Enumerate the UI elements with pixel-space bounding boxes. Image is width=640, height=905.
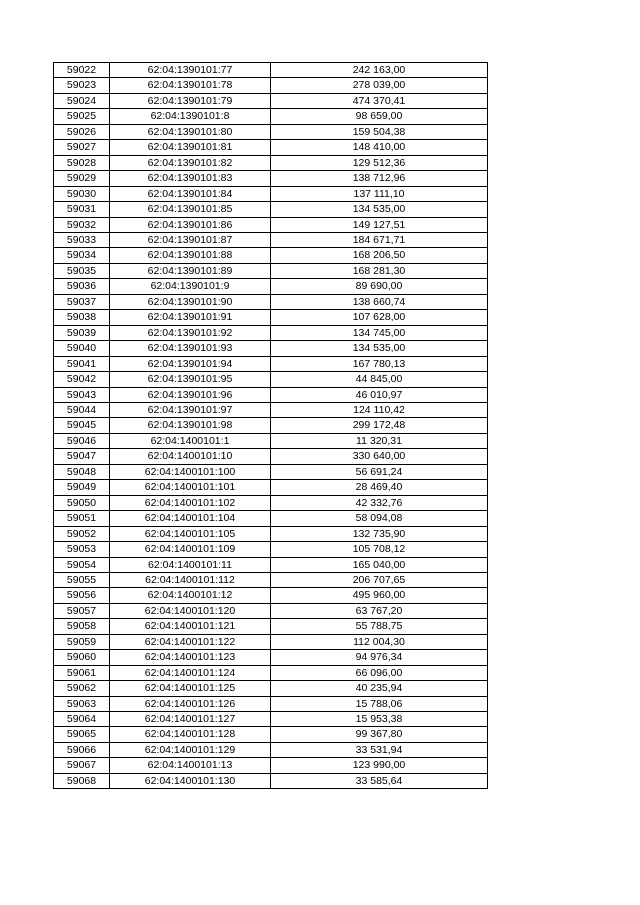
cadastral-value-cell: 168 281,30	[271, 263, 488, 278]
cadastral-number-cell: 62:04:1390101:91	[110, 310, 271, 325]
cadastral-value-cell: 159 504,38	[271, 124, 488, 139]
row-number-cell: 59055	[54, 572, 110, 587]
cadastral-number-cell: 62:04:1400101:104	[110, 511, 271, 526]
cadastral-number-cell: 62:04:1390101:9	[110, 279, 271, 294]
cadastral-value-cell: 44 845,00	[271, 372, 488, 387]
row-number-cell: 59036	[54, 279, 110, 294]
cadastral-number-cell: 62:04:1400101:12	[110, 588, 271, 603]
row-number-cell: 59059	[54, 634, 110, 649]
table-row	[54, 449, 488, 464]
cadastral-number-cell: 62:04:1400101:126	[110, 696, 271, 711]
row-number-cell: 59062	[54, 681, 110, 696]
row-number-cell: 59033	[54, 232, 110, 247]
table-row	[54, 773, 488, 788]
cadastral-value-cell: 165 040,00	[271, 557, 488, 572]
cadastral-value-cell: 55 788,75	[271, 619, 488, 634]
table-row	[54, 202, 488, 217]
row-number-cell: 59047	[54, 449, 110, 464]
table-row	[54, 619, 488, 634]
cadastral-number-cell: 62:04:1390101:81	[110, 140, 271, 155]
cadastral-number-cell: 62:04:1400101:122	[110, 634, 271, 649]
table-row	[54, 727, 488, 742]
row-number-cell: 59050	[54, 495, 110, 510]
table-row	[54, 341, 488, 356]
row-number-cell: 59039	[54, 325, 110, 340]
cadastral-value-cell: 124 110,42	[271, 402, 488, 417]
table-body	[54, 63, 488, 789]
row-number-cell: 59060	[54, 650, 110, 665]
cadastral-value-cell: 149 127,51	[271, 217, 488, 232]
cadastral-value-cell: 15 788,06	[271, 696, 488, 711]
cadastral-number-cell: 62:04:1390101:80	[110, 124, 271, 139]
cadastral-value-cell: 206 707,65	[271, 572, 488, 587]
cadastral-number-cell: 62:04:1390101:85	[110, 202, 271, 217]
cadastral-number-cell: 62:04:1400101:121	[110, 619, 271, 634]
row-number-cell: 59053	[54, 542, 110, 557]
table-row	[54, 681, 488, 696]
cadastral-value-cell: 129 512,36	[271, 155, 488, 170]
row-number-cell: 59057	[54, 603, 110, 618]
cadastral-value-cell: 134 535,00	[271, 202, 488, 217]
cadastral-number-cell: 62:04:1400101:127	[110, 712, 271, 727]
row-number-cell: 59064	[54, 712, 110, 727]
table-row	[54, 495, 488, 510]
row-number-cell: 59063	[54, 696, 110, 711]
row-number-cell: 59024	[54, 93, 110, 108]
table-row	[54, 402, 488, 417]
cadastral-value-cell: 112 004,30	[271, 634, 488, 649]
cadastral-number-cell: 62:04:1390101:90	[110, 294, 271, 309]
row-number-cell: 59031	[54, 202, 110, 217]
cadastral-value-cell: 58 094,08	[271, 511, 488, 526]
row-number-cell: 59028	[54, 155, 110, 170]
cadastral-value-cell: 474 370,41	[271, 93, 488, 108]
cadastral-value-cell: 107 628,00	[271, 310, 488, 325]
cadastral-number-cell: 62:04:1390101:97	[110, 402, 271, 417]
cadastral-number-cell: 62:04:1390101:86	[110, 217, 271, 232]
cadastral-number-cell: 62:04:1390101:92	[110, 325, 271, 340]
cadastral-value-cell: 105 708,12	[271, 542, 488, 557]
cadastral-value-table	[53, 62, 488, 789]
cadastral-number-cell: 62:04:1390101:98	[110, 418, 271, 433]
cadastral-number-cell: 62:04:1390101:77	[110, 63, 271, 78]
row-number-cell: 59048	[54, 464, 110, 479]
table-row	[54, 557, 488, 572]
cadastral-value-cell: 66 096,00	[271, 665, 488, 680]
cadastral-number-cell: 62:04:1390101:89	[110, 263, 271, 278]
row-number-cell: 59056	[54, 588, 110, 603]
cadastral-number-cell: 62:04:1390101:95	[110, 372, 271, 387]
row-number-cell: 59025	[54, 109, 110, 124]
table-row	[54, 78, 488, 93]
row-number-cell: 59029	[54, 171, 110, 186]
row-number-cell: 59046	[54, 433, 110, 448]
row-number-cell: 59045	[54, 418, 110, 433]
row-number-cell: 59035	[54, 263, 110, 278]
cadastral-number-cell: 62:04:1390101:84	[110, 186, 271, 201]
cadastral-value-cell: 495 960,00	[271, 588, 488, 603]
cadastral-value-cell: 63 767,20	[271, 603, 488, 618]
cadastral-value-cell: 40 235,94	[271, 681, 488, 696]
row-number-cell: 59068	[54, 773, 110, 788]
cadastral-value-cell: 98 659,00	[271, 109, 488, 124]
cadastral-number-cell: 62:04:1400101:129	[110, 742, 271, 757]
row-number-cell: 59049	[54, 480, 110, 495]
cadastral-value-cell: 46 010,97	[271, 387, 488, 402]
row-number-cell: 59023	[54, 78, 110, 93]
cadastral-value-cell: 33 531,94	[271, 742, 488, 757]
row-number-cell: 59040	[54, 341, 110, 356]
row-number-cell: 59043	[54, 387, 110, 402]
cadastral-value-cell: 123 990,00	[271, 758, 488, 773]
cadastral-value-cell: 168 206,50	[271, 248, 488, 263]
cadastral-value-cell: 330 640,00	[271, 449, 488, 464]
table-row	[54, 109, 488, 124]
cadastral-value-cell: 56 691,24	[271, 464, 488, 479]
row-number-cell: 59042	[54, 372, 110, 387]
cadastral-number-cell: 62:04:1390101:79	[110, 93, 271, 108]
cadastral-number-cell: 62:04:1400101:1	[110, 433, 271, 448]
table-row	[54, 372, 488, 387]
cadastral-number-cell: 62:04:1400101:102	[110, 495, 271, 510]
cadastral-value-cell: 134 745,00	[271, 325, 488, 340]
row-number-cell: 59027	[54, 140, 110, 155]
cadastral-number-cell: 62:04:1390101:78	[110, 78, 271, 93]
table-row	[54, 63, 488, 78]
table-row	[54, 356, 488, 371]
row-number-cell: 59054	[54, 557, 110, 572]
table-row	[54, 124, 488, 139]
cadastral-value-cell: 148 410,00	[271, 140, 488, 155]
table-row	[54, 171, 488, 186]
table-row	[54, 480, 488, 495]
table-row	[54, 511, 488, 526]
row-number-cell: 59058	[54, 619, 110, 634]
cadastral-number-cell: 62:04:1390101:93	[110, 341, 271, 356]
cadastral-value-cell: 33 585,64	[271, 773, 488, 788]
row-number-cell: 59034	[54, 248, 110, 263]
table-row	[54, 217, 488, 232]
cadastral-value-cell: 28 469,40	[271, 480, 488, 495]
table-row	[54, 572, 488, 587]
cadastral-number-cell: 62:04:1390101:88	[110, 248, 271, 263]
cadastral-value-cell: 132 735,90	[271, 526, 488, 541]
cadastral-value-cell: 99 367,80	[271, 727, 488, 742]
row-number-cell: 59044	[54, 402, 110, 417]
cadastral-value-cell: 15 953,38	[271, 712, 488, 727]
table-row	[54, 279, 488, 294]
cadastral-value-cell: 299 172,48	[271, 418, 488, 433]
table-row	[54, 232, 488, 247]
cadastral-number-cell: 62:04:1400101:10	[110, 449, 271, 464]
row-number-cell: 59067	[54, 758, 110, 773]
cadastral-number-cell: 62:04:1390101:8	[110, 109, 271, 124]
row-number-cell: 59030	[54, 186, 110, 201]
table-row	[54, 634, 488, 649]
cadastral-number-cell: 62:04:1390101:83	[110, 171, 271, 186]
cadastral-value-cell: 134 535,00	[271, 341, 488, 356]
row-number-cell: 59041	[54, 356, 110, 371]
row-number-cell: 59052	[54, 526, 110, 541]
cadastral-number-cell: 62:04:1390101:82	[110, 155, 271, 170]
table-row	[54, 588, 488, 603]
table-row	[54, 310, 488, 325]
cadastral-value-cell: 42 332,76	[271, 495, 488, 510]
table-row	[54, 712, 488, 727]
row-number-cell: 59051	[54, 511, 110, 526]
cadastral-number-cell: 62:04:1400101:100	[110, 464, 271, 479]
row-number-cell: 59038	[54, 310, 110, 325]
table-row	[54, 294, 488, 309]
table-row	[54, 665, 488, 680]
cadastral-value-cell: 94 976,34	[271, 650, 488, 665]
row-number-cell: 59022	[54, 63, 110, 78]
table-row	[54, 464, 488, 479]
table-row	[54, 155, 488, 170]
cadastral-number-cell: 62:04:1400101:105	[110, 526, 271, 541]
table-row	[54, 758, 488, 773]
cadastral-number-cell: 62:04:1400101:112	[110, 572, 271, 587]
cadastral-number-cell: 62:04:1400101:109	[110, 542, 271, 557]
cadastral-number-cell: 62:04:1400101:128	[110, 727, 271, 742]
table-row	[54, 742, 488, 757]
table-row	[54, 325, 488, 340]
cadastral-number-cell: 62:04:1400101:120	[110, 603, 271, 618]
table-row	[54, 603, 488, 618]
cadastral-value-cell: 242 163,00	[271, 63, 488, 78]
row-number-cell: 59032	[54, 217, 110, 232]
row-number-cell: 59066	[54, 742, 110, 757]
table-row	[54, 526, 488, 541]
cadastral-value-cell: 138 660,74	[271, 294, 488, 309]
cadastral-value-cell: 167 780,13	[271, 356, 488, 371]
table-row	[54, 418, 488, 433]
cadastral-value-cell: 184 671,71	[271, 232, 488, 247]
cadastral-number-cell: 62:04:1390101:87	[110, 232, 271, 247]
row-number-cell: 59065	[54, 727, 110, 742]
table-row	[54, 650, 488, 665]
cadastral-number-cell: 62:04:1400101:13	[110, 758, 271, 773]
table-row	[54, 433, 488, 448]
cadastral-number-cell: 62:04:1390101:96	[110, 387, 271, 402]
table-row	[54, 542, 488, 557]
cadastral-value-cell: 11 320,31	[271, 433, 488, 448]
table-row	[54, 387, 488, 402]
cadastral-value-cell: 137 111,10	[271, 186, 488, 201]
cadastral-number-cell: 62:04:1400101:125	[110, 681, 271, 696]
table-row	[54, 263, 488, 278]
table-row	[54, 696, 488, 711]
cadastral-number-cell: 62:04:1400101:130	[110, 773, 271, 788]
cadastral-value-cell: 278 039,00	[271, 78, 488, 93]
table-row	[54, 93, 488, 108]
cadastral-value-cell: 89 690,00	[271, 279, 488, 294]
table-row	[54, 140, 488, 155]
cadastral-number-cell: 62:04:1400101:123	[110, 650, 271, 665]
document-page	[53, 62, 488, 789]
cadastral-number-cell: 62:04:1400101:101	[110, 480, 271, 495]
row-number-cell: 59037	[54, 294, 110, 309]
cadastral-number-cell: 62:04:1400101:124	[110, 665, 271, 680]
cadastral-number-cell: 62:04:1400101:11	[110, 557, 271, 572]
cadastral-number-cell: 62:04:1390101:94	[110, 356, 271, 371]
row-number-cell: 59061	[54, 665, 110, 680]
cadastral-value-cell: 138 712,96	[271, 171, 488, 186]
table-row	[54, 186, 488, 201]
table-row	[54, 248, 488, 263]
row-number-cell: 59026	[54, 124, 110, 139]
